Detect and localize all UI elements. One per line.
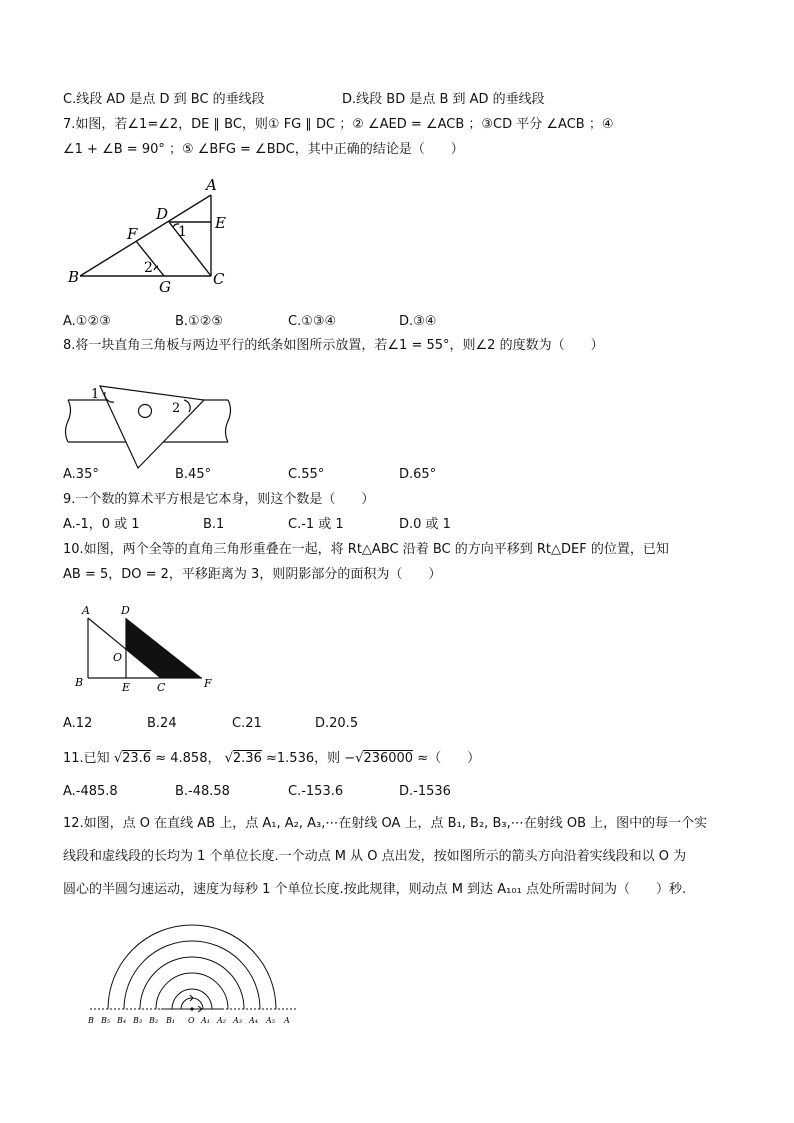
- q8-label-angle1: 1: [91, 387, 100, 402]
- q7-figure: [60, 170, 240, 300]
- q11-value-1: ≈ 4.858，: [155, 751, 221, 766]
- q8-stem: 8.将一块直角三角板与两边平行的纸条如图所示放置，若∠1 = 55°，则∠2 的度数为（ ）: [63, 338, 604, 353]
- q12-axis-label: A₅: [266, 1016, 275, 1025]
- q11-radicand-2: 2.36: [232, 751, 262, 766]
- q12-axis-label: A₃: [233, 1016, 242, 1025]
- q10-shaded-region: [126, 618, 202, 678]
- q11-negative-sign: −: [344, 751, 356, 766]
- q7-label-angle2: 2: [144, 260, 153, 276]
- q8-figure: [58, 378, 238, 458]
- q7-option-b: B.①②⑤: [175, 314, 224, 329]
- q11-stem: [63, 749, 480, 769]
- q11-sqrt-symbol-3: √: [355, 751, 364, 766]
- q11-option-c: C.-153.6: [288, 784, 344, 799]
- q7-label-g: G: [159, 278, 171, 296]
- q10-label-o: O: [113, 651, 123, 664]
- q11-radicand-3: 236000: [363, 751, 414, 766]
- q7-label-b: B: [68, 268, 80, 286]
- q10-label-b: B: [75, 676, 84, 689]
- q10-label-f: F: [204, 677, 212, 690]
- q9-option-a: A.-1，0 或 1: [63, 517, 140, 532]
- q7-option-a: A.①②③: [63, 314, 111, 329]
- q7-label-e: E: [215, 214, 226, 232]
- q12-axis-label: B₅: [101, 1016, 111, 1025]
- q7-option-d: D.③④: [399, 314, 437, 329]
- q11-sqrt-symbol-1: √: [113, 751, 123, 766]
- q12-axis-label: B₁: [166, 1016, 176, 1025]
- q12-axis-label: O: [188, 1016, 195, 1025]
- q12-stem-line1: 12.如图，点 O 在直线 AB 上，点 A₁, A₂, A₃,⋯在射线 OA 上，点 B₁, B₂, B₃,⋯在射线 OB 上，图中的每一个实: [63, 816, 708, 831]
- q7-stem-line1: 7.如图，若∠1=∠2，DE ∥ BC，则① FG ∥ DC ；② ∠AED = ∠ACB ；③CD 平分 ∠ACB ；④: [63, 117, 614, 132]
- q12-axis-label: B: [88, 1016, 94, 1025]
- q10-label-e: E: [122, 681, 131, 694]
- q7-label-d: D: [156, 205, 169, 223]
- q11-radicand-1: 23.6: [122, 751, 152, 766]
- q11-value-2: ≈1.536，则: [266, 751, 341, 766]
- q12-figure: [86, 925, 306, 1030]
- q8-label-angle2: 2: [172, 401, 181, 416]
- q12-axis-label: A: [284, 1016, 290, 1025]
- q10-option-a: A.12: [63, 716, 93, 731]
- q10-label-c: C: [157, 681, 166, 694]
- q11-sqrt-symbol-2: √: [224, 751, 233, 766]
- q6-option-d: D.线段 BD 是点 B 到 AD 的垂线段: [342, 92, 545, 107]
- q11-option-b: B.-48.58: [175, 784, 230, 799]
- q12-axis-label: B₂: [149, 1016, 159, 1025]
- q7-stem-line2: ∠1 + ∠B = 90° ；⑤ ∠BFG = ∠BDC，其中正确的结论是（ ）: [63, 142, 464, 157]
- q8-option-d: D.65°: [399, 467, 437, 482]
- q10-stem-line2: AB = 5，DO = 2，平移距离为 3，则阴影部分的面积为（ ）: [63, 567, 442, 582]
- q10-label-a: A: [82, 604, 90, 617]
- q12-axis-label: B₃: [133, 1016, 143, 1025]
- q10-label-d: D: [121, 604, 130, 617]
- q9-option-c: C.-1 或 1: [288, 517, 344, 532]
- q7-label-c: C: [213, 270, 225, 288]
- q8-option-c: C.55°: [288, 467, 325, 482]
- q10-option-b: B.24: [147, 716, 177, 731]
- q7-label-f: F: [127, 225, 138, 243]
- q7-label-angle1: 1: [178, 224, 187, 240]
- q11-tail: ≈（ ）: [417, 751, 481, 766]
- q11-option-a: A.-485.8: [63, 784, 118, 799]
- q8-option-a: A.35°: [63, 467, 99, 482]
- q11-prefix: 11.已知: [63, 751, 110, 766]
- q7-label-a: A: [206, 176, 217, 194]
- q12-axis-label: A₂: [217, 1016, 226, 1025]
- q10-figure: [70, 600, 220, 695]
- q12-axis-label: B₄: [117, 1016, 127, 1025]
- q11-option-d: D.-1536: [399, 784, 451, 799]
- q9-option-d: D.0 或 1: [399, 517, 451, 532]
- q9-option-b: B.1: [203, 517, 225, 532]
- q12-stem-line3: 圆心的半圆匀速运动，速度为每秒 1 个单位长度.按此规律，则动点 M 到达 A₁₀₁ 点处所需时间为（ ）秒.: [63, 882, 687, 897]
- q10-stem-line1: 10.如图，两个全等的直角三角形重叠在一起，将 Rt△ABC 沿着 BC 的方向平移到 Rt△DEF 的位置，已知: [63, 542, 669, 557]
- q8-option-b: B.45°: [175, 467, 212, 482]
- q6-option-c: C.线段 AD 是点 D 到 BC 的垂线段: [63, 92, 265, 107]
- q12-axis-label: A₄: [249, 1016, 258, 1025]
- q12-stem-line2: 线段和虚线段的长均为 1 个单位长度.一个动点 M 从 O 点出发，按如图所示的箭头方向沿着实线段和以 O 为: [63, 849, 687, 864]
- q10-option-d: D.20.5: [315, 716, 359, 731]
- q9-stem: 9.一个数的算术平方根是它本身，则这个数是（ ）: [63, 492, 375, 507]
- q12-axis-label: A₁: [201, 1016, 210, 1025]
- q10-option-c: C.21: [232, 716, 262, 731]
- q7-option-c: C.①③④: [288, 314, 337, 329]
